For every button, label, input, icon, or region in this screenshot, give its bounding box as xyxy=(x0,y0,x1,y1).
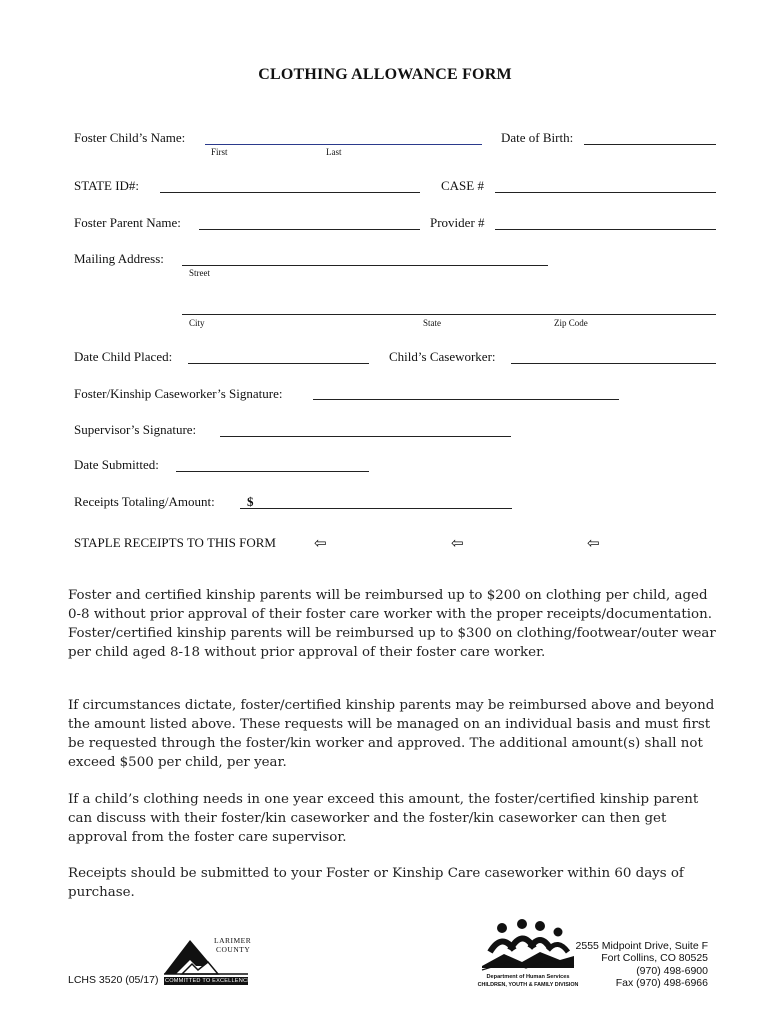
dollar-sign: $ xyxy=(247,494,254,509)
state-id-field[interactable] xyxy=(160,192,420,193)
city-sublabel: City xyxy=(189,318,205,328)
street-field[interactable] xyxy=(182,265,548,266)
last-name-sublabel: Last xyxy=(326,147,342,157)
receipts-deadline-paragraph: Receipts should be submitted to your Foster or Kinship Care caseworker within 60 days of purchase. xyxy=(68,866,684,900)
address-line1: 2555 Midpoint Drive, Suite F xyxy=(575,940,708,952)
mailing-address-label: Mailing Address: xyxy=(74,251,164,266)
child-caseworker-label: Child’s Caseworker: xyxy=(389,349,496,364)
reimbursement-paragraph: Foster and certified kinship parents will be reimbursed up to $200 on clothing per child, aged 0-8 without prior approval of their foster care worker with the proper receipts/documentation. Foster/certified kinship parents will be reimbursed up to $300 on clothing/footwear/outer wear per child aged 8-18 without prior approval of their foster care worker. xyxy=(68,588,716,660)
county-name-line2: COUNTY xyxy=(216,945,251,954)
phone-number: (970) 498-6900 xyxy=(636,964,708,977)
foster-parent-field[interactable] xyxy=(199,229,420,230)
county-name-line1: LARIMER xyxy=(214,936,252,945)
case-field[interactable] xyxy=(495,192,716,193)
county-tagline: COMMITTED TO EXCELLENCE xyxy=(165,978,252,984)
zip-sublabel: Zip Code xyxy=(554,318,588,328)
left-arrow-icon: ⇦ xyxy=(451,534,464,552)
state-id-label: STATE ID#: xyxy=(74,178,140,193)
child-name-label: Foster Child’s Name: xyxy=(74,130,186,145)
child-name-field[interactable] xyxy=(205,144,482,145)
dob-field[interactable] xyxy=(584,144,716,145)
first-name-sublabel: First xyxy=(211,147,228,157)
receipts-amount-label: Receipts Totaling/Amount: xyxy=(74,494,215,509)
date-submitted-label: Date Submitted: xyxy=(74,457,159,472)
date-placed-field[interactable] xyxy=(188,363,369,364)
city-state-zip-field[interactable] xyxy=(182,314,716,315)
provider-label: Provider # xyxy=(430,215,485,230)
case-label: CASE # xyxy=(441,178,484,193)
receipts-amount-field[interactable] xyxy=(240,508,512,509)
left-arrow-icon: ⇦ xyxy=(587,534,600,552)
circumstances-paragraph: If circumstances dictate, foster/certified kinship parents may be reimbursed above and beyond the amount listed above. These requests will be managed on an individual basis and must first be requested through the foster/kin worker and approved. The additional amount(s) shall not exceed $500 per child, per year. xyxy=(68,698,715,770)
street-sublabel: Street xyxy=(189,268,210,278)
fax-number: Fax (970) 498-6966 xyxy=(615,976,708,989)
form-code: LCHS 3520 (05/17) xyxy=(68,974,159,986)
kinship-signature-label: Foster/Kinship Caseworker’s Signature: xyxy=(74,386,283,401)
supervisor-signature-field[interactable] xyxy=(220,436,511,437)
date-submitted-field[interactable] xyxy=(176,471,369,472)
dhs-logo xyxy=(478,918,578,990)
foster-parent-label: Foster Parent Name: xyxy=(74,215,181,230)
dob-label: Date of Birth: xyxy=(501,130,574,145)
left-arrow-icon: ⇦ xyxy=(314,534,327,552)
family-figures-logo-icon xyxy=(478,918,578,974)
provider-field[interactable] xyxy=(495,229,716,230)
address-line2: Fort Collins, CO 80525 xyxy=(601,952,708,965)
office-address xyxy=(576,940,708,989)
staple-instruction: STAPLE RECEIPTS TO THIS FORM xyxy=(74,535,276,550)
form-title: CLOTHING ALLOWANCE FORM xyxy=(258,66,512,83)
dhs-name: Department of Human Services xyxy=(486,974,570,980)
date-placed-label: Date Child Placed: xyxy=(74,349,173,364)
exceed-paragraph: If a child’s clothing needs in one year exceed this amount, the foster/certified kinship parent can discuss with their foster/kin caseworker and the foster/kin caseworker can then get approval from the foster care supervisor. xyxy=(68,792,699,845)
county-logo xyxy=(162,936,250,986)
child-caseworker-field[interactable] xyxy=(511,363,716,364)
kinship-signature-field[interactable] xyxy=(313,399,619,400)
supervisor-signature-label: Supervisor’s Signature: xyxy=(74,422,197,437)
dhs-division: CHILDREN, YOUTH & FAMILY DIVISION xyxy=(477,982,579,988)
state-sublabel: State xyxy=(423,318,441,328)
